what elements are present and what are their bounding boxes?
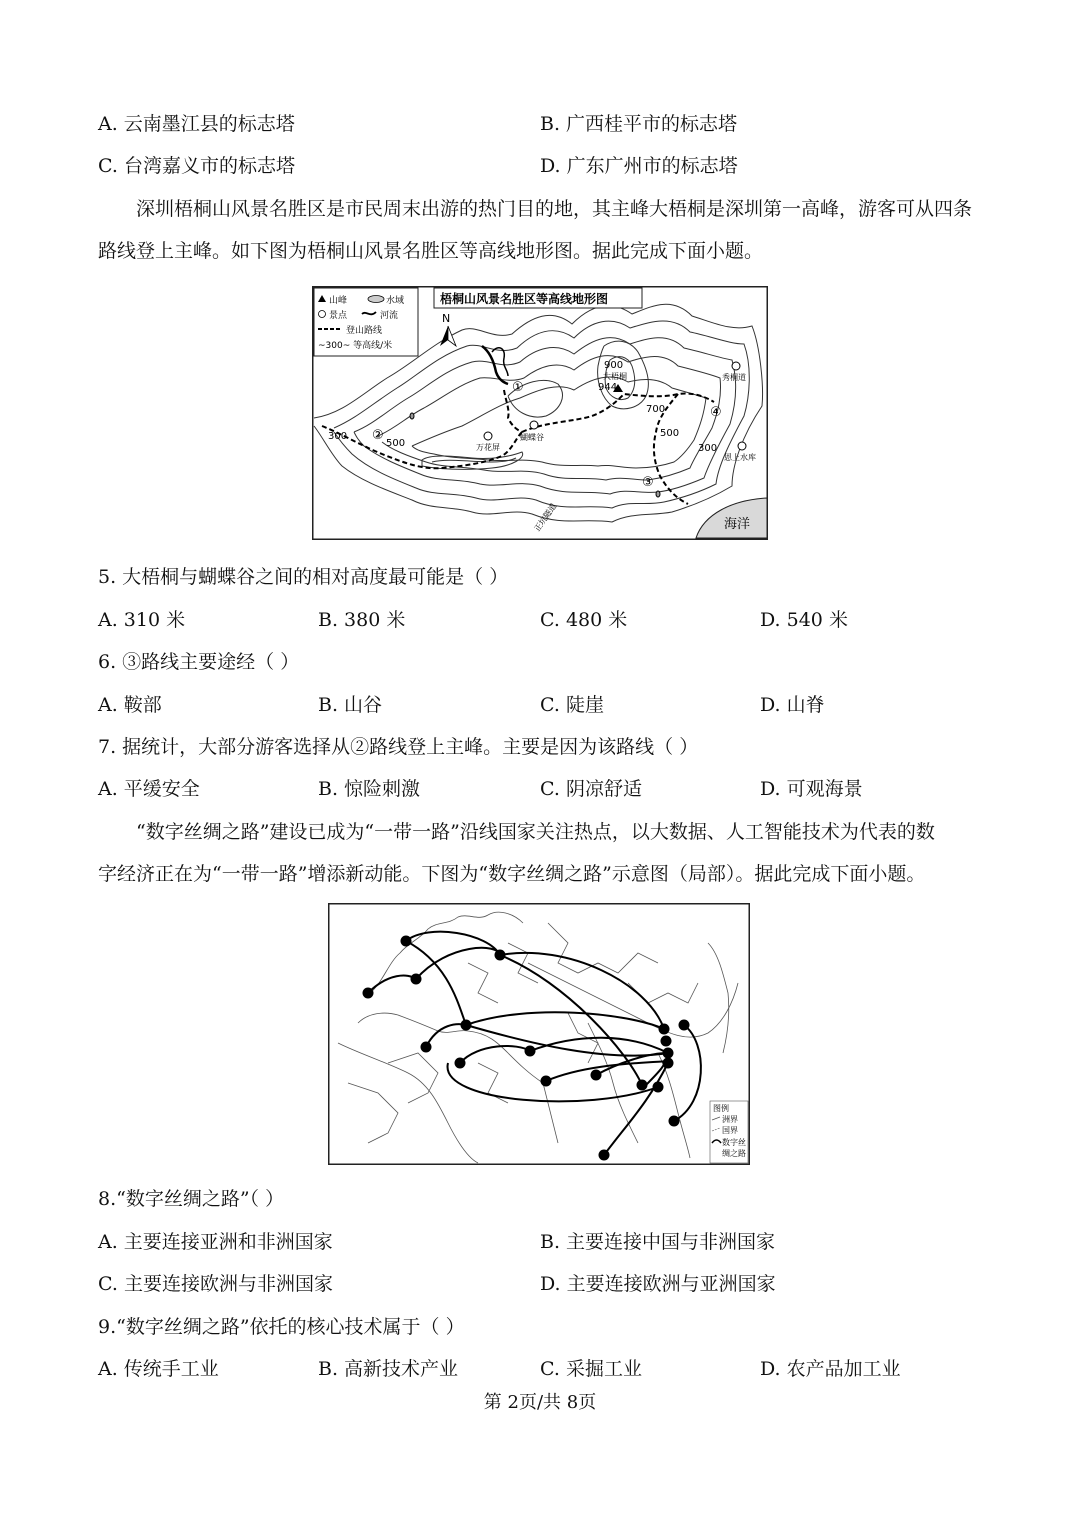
- silk-road-map: [328, 903, 750, 1165]
- wanhua-spot: [484, 432, 492, 440]
- intro1-line1: 深圳梧桐山风景名胜区是市民周末出游的热门目的地，其主峰大梧桐是深圳第一高峰，游客可从四条: [136, 198, 973, 220]
- contour-300-left: 300: [328, 431, 348, 442]
- q9-option-b: B. 高新技术产业: [318, 1358, 459, 1380]
- intro2-line2: 字经济正在为“一带一路”增添新动能。下图为“数字丝绸之路”示意图（局部）。据此完成下面小题。: [98, 863, 926, 885]
- route-2-label: ②: [372, 428, 384, 443]
- silk-road-map-figure: [328, 903, 750, 1165]
- contour-map-title: 梧桐山风景名胜区等高线地形图: [440, 292, 609, 306]
- q6-option-a: A. 鞍部: [98, 694, 162, 716]
- legend-continent: 洲界: [722, 1115, 738, 1124]
- q8-option-a: A. 主要连接亚洲和非洲国家: [98, 1231, 333, 1253]
- q9-option-c: C. 采掘工业: [540, 1358, 642, 1380]
- q7-option-d: D. 可观海景: [760, 778, 863, 800]
- peak-height: 944: [598, 382, 618, 393]
- q8-option-c: C. 主要连接欧洲与非洲国家: [98, 1273, 333, 1295]
- contour-map-figure: [312, 286, 768, 540]
- q6-stem: 6. ③路线主要途经（ ）: [98, 651, 300, 673]
- q5-option-d: D. 540 米: [760, 609, 848, 631]
- contour-map: [312, 286, 768, 540]
- hudie-label: 蝴蝶谷: [520, 433, 544, 442]
- legend-peak: 山峰: [329, 296, 348, 306]
- legend-country: 国界: [722, 1126, 738, 1135]
- contour-500-left: 500: [386, 438, 406, 449]
- q4-option-c: C. 台湾嘉义市的标志塔: [98, 155, 295, 177]
- contour-map-legend: [314, 288, 418, 356]
- xiutong-spot: [732, 362, 740, 370]
- legend-route-1: 数字丝: [722, 1138, 746, 1147]
- intro-paragraph-1: [98, 197, 982, 263]
- q7-option-b: B. 惊险刺激: [318, 778, 421, 800]
- legend-title: 图例: [713, 1104, 729, 1113]
- legend-spot: 景点: [329, 311, 348, 321]
- route-4-label: ④: [710, 405, 722, 420]
- q5-option-b: B. 380 米: [318, 609, 406, 631]
- legend-river: 河流: [380, 311, 399, 321]
- legend-contour: ~300~ 等高线/米: [318, 341, 393, 351]
- q5-stem: 5. 大梧桐与蝴蝶谷之间的相对高度最可能是（ ）: [98, 566, 509, 588]
- hudie-spot: [530, 421, 538, 429]
- q4-option-b: B. 广西桂平市的标志塔: [540, 113, 738, 135]
- contour-300-right: 300: [698, 443, 718, 454]
- q6-option-b: B. 山谷: [318, 694, 383, 716]
- legend-route: 登山路线: [346, 326, 383, 336]
- q5-option-c: C. 480 米: [540, 609, 628, 631]
- q8-stem: 8.“数字丝绸之路”（ ）: [98, 1188, 285, 1210]
- q7-stem: 7. 据统计，大部分游客选择从②路线登上主峰。主要是因为该路线（ ）: [98, 736, 699, 758]
- intro2-line1: “数字丝绸之路”建设已成为“一带一路”沿线国家关注热点，以大数据、人工智能技术为代表的数: [136, 821, 935, 843]
- route-1-label: ①: [512, 380, 524, 395]
- q9-option-d: D. 农产品加工业: [760, 1358, 901, 1380]
- zhengkeng-label: 正坑隧道: [532, 501, 559, 534]
- q4-option-a: A. 云南墨江县的标志塔: [98, 113, 295, 135]
- legend-water: 水域: [386, 296, 405, 306]
- peak-name: 大梧桐: [603, 372, 627, 381]
- page-footer: 第 2页/共 8页: [483, 1392, 597, 1413]
- contour-500-right: 500: [660, 428, 680, 439]
- q8-option-d: D. 主要连接欧洲与亚洲国家: [540, 1273, 776, 1295]
- enshang-label: 恩上水库: [724, 453, 756, 462]
- xiutong-label: 秀桐道: [722, 373, 746, 382]
- legend-route-2: 绸之路: [722, 1149, 746, 1158]
- q4-option-d: D. 广东广州市的标志塔: [540, 155, 738, 177]
- q6-option-c: C. 陡崖: [540, 694, 604, 716]
- q7-option-a: A. 平缓安全: [98, 778, 200, 800]
- enshang-spot: [738, 442, 746, 450]
- intro-paragraph-2: [98, 820, 982, 886]
- q6-option-d: D. 山脊: [760, 694, 825, 716]
- q7-option-c: C. 阴凉舒适: [540, 778, 642, 800]
- contour-700: 700: [646, 404, 666, 415]
- intro1-line2: 路线登上主峰。如下图为梧桐山风景名胜区等高线地形图。据此完成下面小题。: [98, 240, 764, 262]
- sea-label: 海洋: [724, 517, 751, 532]
- q5-option-a: A. 310 米: [98, 609, 186, 631]
- q9-stem: 9.“数字丝绸之路”依托的核心技术属于（ ）: [98, 1316, 465, 1338]
- contour-900: 900: [604, 360, 624, 371]
- wanhua-label: 万花屏: [476, 443, 500, 452]
- q8-option-b: B. 主要连接中国与非洲国家: [540, 1231, 776, 1253]
- q9-option-a: A. 传统手工业: [98, 1358, 219, 1380]
- silk-road-legend: [710, 1101, 748, 1163]
- north-label: N: [442, 312, 451, 325]
- route-3-label: ③: [642, 475, 654, 490]
